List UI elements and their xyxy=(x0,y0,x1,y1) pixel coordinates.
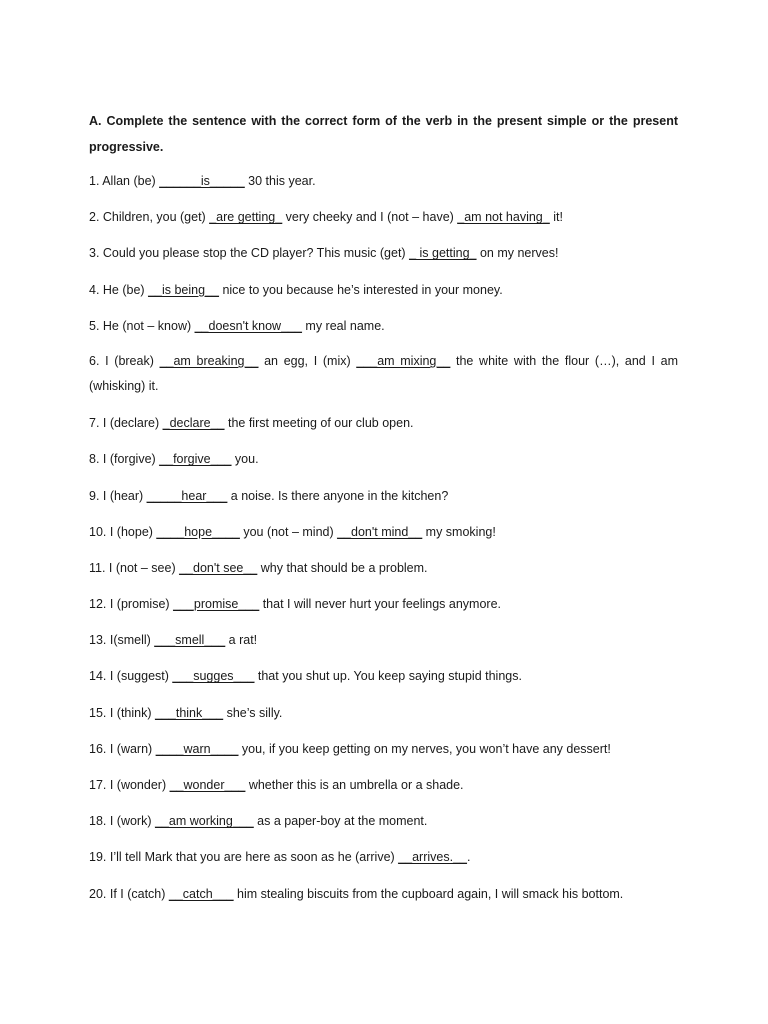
answer-blank: __forgive___ xyxy=(159,452,232,467)
item-text: 2. Children, you (get) xyxy=(89,210,210,225)
answer-blank: __arrives.__ xyxy=(398,850,467,865)
answer-blank: __don't mind__ xyxy=(337,524,423,539)
item-text: she’s silly. xyxy=(223,705,283,720)
item-text: you, if you keep getting on my nerves, you won’t have any dessert! xyxy=(238,741,611,756)
item-text: 7. I (declare) xyxy=(89,416,163,431)
item-text: 12. I (promise) xyxy=(89,597,174,612)
item-text: why that should be a problem. xyxy=(257,560,428,575)
exercise-item-1 xyxy=(89,168,678,194)
item-text: 1. Allan (be) xyxy=(89,174,160,188)
answer-blank: __don't see__ xyxy=(179,560,258,575)
answer-blank: ___think___ xyxy=(155,705,224,720)
exercise-heading: A. Complete the sentence with the correct form of the verb in the present simple or the present progressive. xyxy=(89,114,678,154)
item-text: you (not – mind) xyxy=(239,524,338,539)
item-text: 18. I (work) xyxy=(89,814,155,829)
item-text: 5. He (not – know) xyxy=(89,318,195,333)
answer-blank: _am not having_ xyxy=(457,210,550,225)
exercise-item-13 xyxy=(89,627,678,653)
item-text: whether this is an umbrella or a shade. xyxy=(245,778,464,792)
answer-blank: ___sugges___ xyxy=(172,669,255,684)
item-text: that I will never hurt your feelings anymore. xyxy=(259,597,502,612)
answer-blank: ___am mixing__ xyxy=(356,353,451,368)
answer-blank: ____hope____ xyxy=(156,524,240,539)
exercise-item-6 xyxy=(89,349,678,400)
item-text: my smoking! xyxy=(422,524,496,539)
item-text: a rat! xyxy=(225,633,258,648)
worksheet-page xyxy=(89,108,678,917)
answer-blank: _____hear___ xyxy=(146,488,228,503)
answer-blank: __am breaking__ xyxy=(159,353,259,368)
exercise-item-19 xyxy=(89,844,678,870)
exercise-item-3 xyxy=(89,240,678,266)
item-text: nice to you because he’s interested in your money. xyxy=(218,282,503,297)
item-text: 19. I’ll tell Mark that you are here as soon as he (arrive) xyxy=(89,850,399,865)
item-text: 10. I (hope) xyxy=(89,524,157,539)
item-text: 13. I(smell) xyxy=(89,633,155,648)
item-text: you. xyxy=(231,452,259,467)
item-text: 3. Could you please stop the CD player? This music (get) xyxy=(89,246,410,261)
exercise-item-10 xyxy=(89,519,678,545)
item-text: that you shut up. You keep saying stupid things. xyxy=(254,669,522,684)
answer-blank: __doesn't know___ xyxy=(194,318,302,333)
item-text: 30 this year. xyxy=(244,174,316,188)
exercise-item-11 xyxy=(89,555,678,581)
answer-blank: _ is getting_ xyxy=(409,246,477,261)
exercise-item-7 xyxy=(89,410,678,436)
item-text: 6. I (break) xyxy=(89,353,160,368)
item-text: the first meeting of our club open. xyxy=(224,416,414,431)
answer-blank: __catch___ xyxy=(168,886,234,901)
item-text: 15. I (think) xyxy=(89,705,155,720)
item-text: 20. If I (catch) xyxy=(89,886,169,901)
exercise-item-12 xyxy=(89,591,678,617)
item-text: a noise. Is there anyone in the kitchen? xyxy=(227,488,449,503)
answer-blank: ______is_____ xyxy=(159,174,245,188)
item-text: an egg, I (mix) xyxy=(258,353,357,368)
item-text: 16. I (warn) xyxy=(89,741,156,756)
answer-blank: _are getting_ xyxy=(209,210,283,225)
exercise-item-14 xyxy=(89,663,678,689)
item-text: 17. I (wonder) xyxy=(89,778,170,792)
exercise-item-8 xyxy=(89,446,678,472)
item-text: 4. He (be) xyxy=(89,282,149,297)
exercise-item-2 xyxy=(89,204,678,230)
answer-blank: _declare__ xyxy=(162,416,225,431)
answer-blank: ____warn____ xyxy=(155,741,239,756)
answer-blank: ___promise___ xyxy=(173,597,260,612)
item-text: him stealing biscuits from the cupboard again, I will smack his bottom. xyxy=(233,886,624,901)
item-text: my real name. xyxy=(301,318,385,333)
answer-blank: __wonder___ xyxy=(169,778,246,792)
exercise-item-15 xyxy=(89,700,678,726)
item-text: 8. I (forgive) xyxy=(89,452,160,467)
item-text: 14. I (suggest) xyxy=(89,669,173,684)
item-text: 11. I (not – see) xyxy=(89,560,180,575)
item-text: on my nerves! xyxy=(476,246,559,261)
exercise-item-16 xyxy=(89,736,678,762)
item-text: it! xyxy=(549,210,563,225)
answer-blank: ___smell___ xyxy=(154,633,226,648)
exercise-item-5 xyxy=(89,313,678,339)
exercise-item-20 xyxy=(89,881,678,907)
exercise-item-18 xyxy=(89,808,678,834)
item-text: the white with the flour (…), and I am (whisking) it. xyxy=(89,353,678,394)
item-text: . xyxy=(466,850,471,865)
answer-blank: __is being__ xyxy=(148,282,219,297)
exercise-item-4 xyxy=(89,277,678,303)
item-text: very cheeky and I (not – have) xyxy=(282,210,458,225)
exercise-item-9 xyxy=(89,483,678,509)
item-text: as a paper-boy at the moment. xyxy=(253,814,428,829)
item-text: 9. I (hear) xyxy=(89,488,147,503)
answer-blank: __am working___ xyxy=(155,814,254,829)
exercise-item-17 xyxy=(89,772,678,798)
